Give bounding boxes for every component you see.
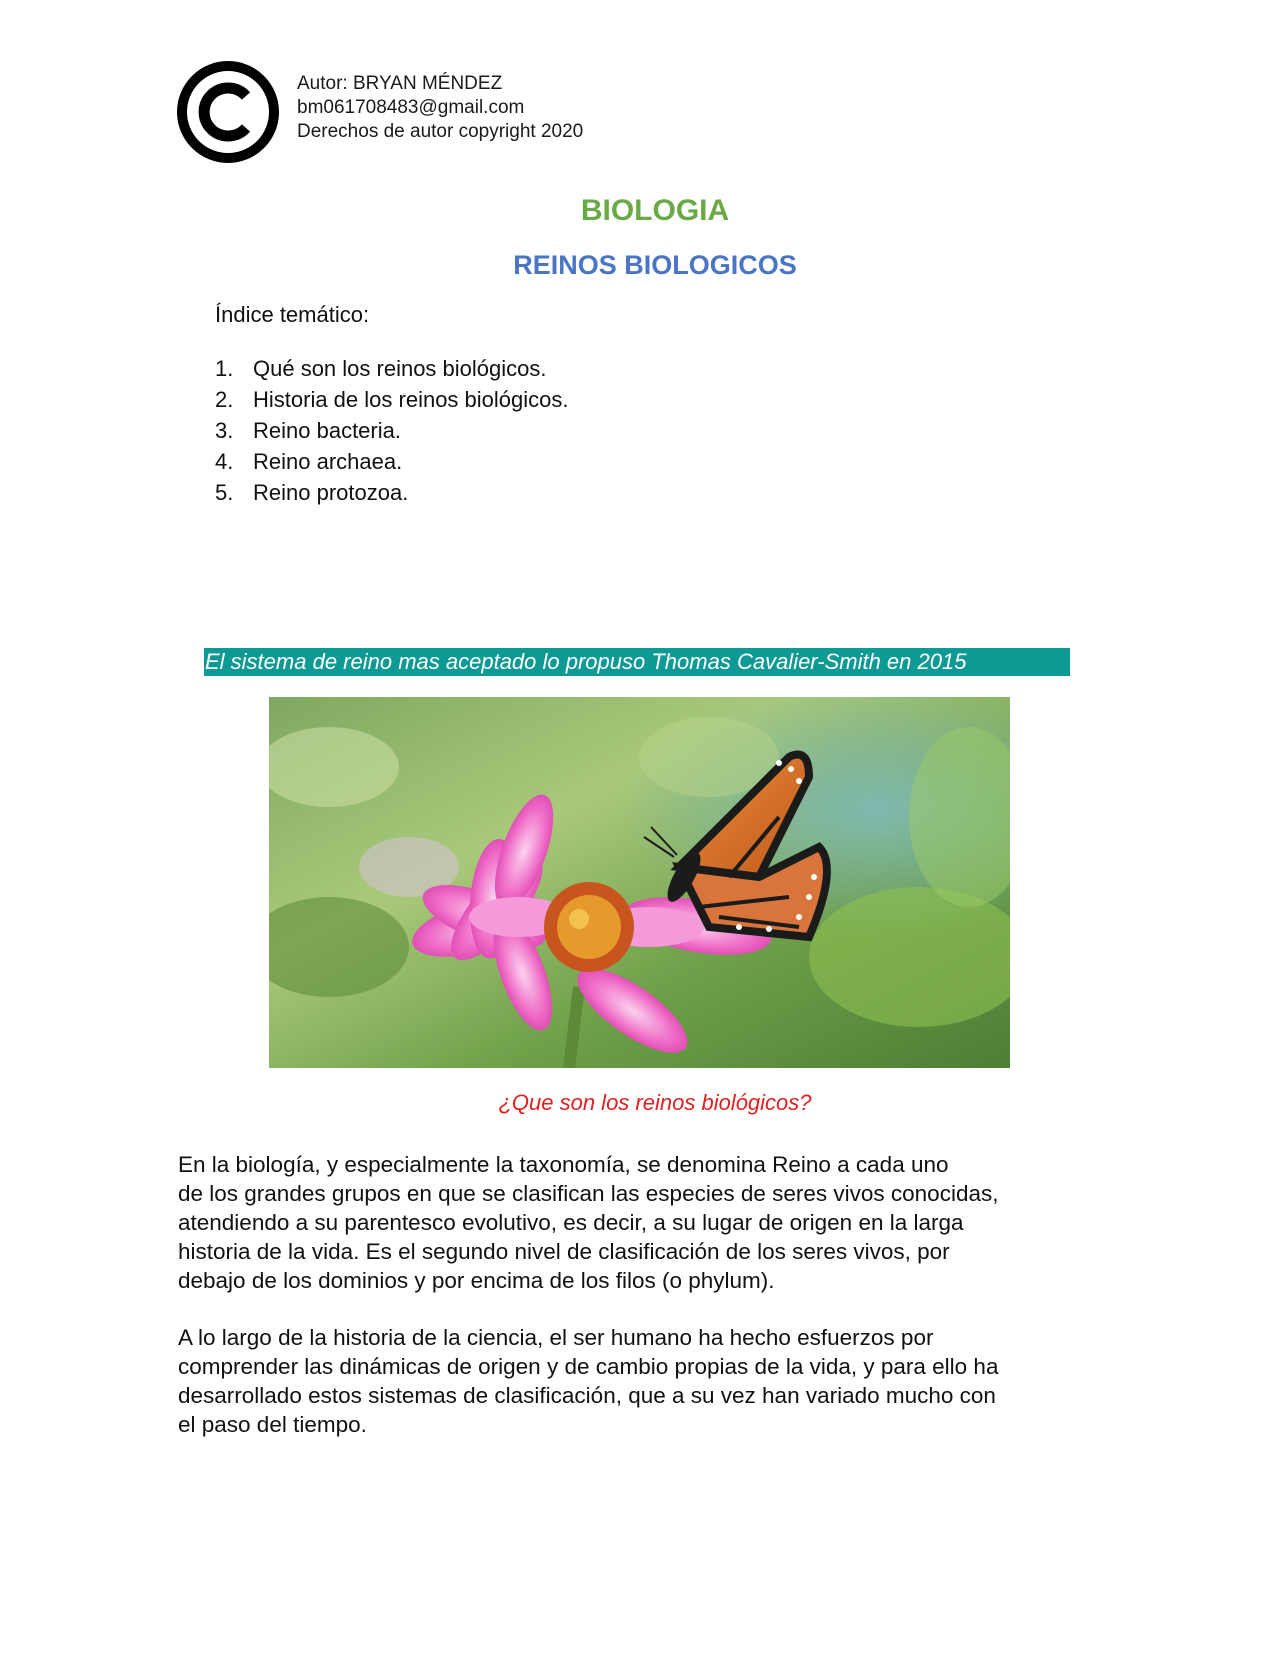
index-item-text: Historia de los reinos biológicos.: [253, 387, 569, 412]
author-block: [297, 72, 583, 144]
paragraph-line: debajo de los dominios y por encima de los filos (o phylum).: [178, 1268, 775, 1293]
index-item: [215, 446, 569, 477]
index-list: [215, 353, 569, 508]
page-title: BIOLOGIA: [580, 194, 730, 227]
index-item: [215, 353, 569, 384]
index-item-number: 5.: [215, 480, 234, 505]
paragraph-history: [178, 1323, 1108, 1439]
paragraph-line: En la biología, y especialmente la taxonomía, se denomina Reino a cada uno: [178, 1152, 949, 1177]
index-item-text: Reino archaea.: [253, 449, 403, 474]
paragraph-line: comprender las dinámicas de origen y de cambio propias de la vida, y para ello ha: [178, 1354, 999, 1379]
page-subtitle: REINOS BIOLOGICOS: [513, 250, 797, 280]
copyright-line: Derechos de autor copyright 2020: [297, 121, 584, 142]
butterfly-flower-image: [269, 697, 1010, 1068]
email-line: bm061708483@gmail.com: [297, 97, 525, 118]
paragraph-line: A lo largo de la historia de la ciencia, el ser humano ha hecho esfuerzos por: [178, 1325, 934, 1350]
paragraph-line: historia de la vida. Es el segundo nivel de clasificación de los seres vivos, por: [178, 1239, 950, 1264]
index-item-text: Qué son los reinos biológicos.: [253, 356, 547, 381]
index-item-text: Reino bacteria.: [253, 418, 401, 443]
index-item: [215, 384, 569, 415]
highlight-banner: El sistema de reino mas aceptado lo propuso Thomas Cavalier-Smith en 2015: [204, 648, 1070, 676]
index-item-number: 3.: [215, 418, 234, 443]
index-item-number: 1.: [215, 356, 234, 381]
copyright-icon: [176, 60, 280, 164]
section-question: ¿Que son los reinos biológicos?: [498, 1090, 812, 1115]
paragraph-line: de los grandes grupos en que se clasifican las especies de seres vivos conocidas,: [178, 1181, 999, 1206]
author-line: Autor: BRYAN MÉNDEZ: [297, 73, 503, 94]
index-label: Índice temático:: [215, 302, 370, 327]
index-item: [215, 415, 569, 446]
paragraph-line: desarrollado estos sistemas de clasificación, que a su vez han variado mucho con: [178, 1383, 996, 1408]
paragraph-definition: [178, 1150, 1108, 1295]
index-item-number: 2.: [215, 387, 234, 412]
index-item-number: 4.: [215, 449, 234, 474]
index-item-text: Reino protozoa.: [253, 480, 409, 505]
paragraph-line: atendiendo a su parentesco evolutivo, es decir, a su lugar de origen en la larga: [178, 1210, 964, 1235]
index-item: [215, 477, 569, 508]
paragraph-line: el paso del tiempo.: [178, 1412, 367, 1437]
